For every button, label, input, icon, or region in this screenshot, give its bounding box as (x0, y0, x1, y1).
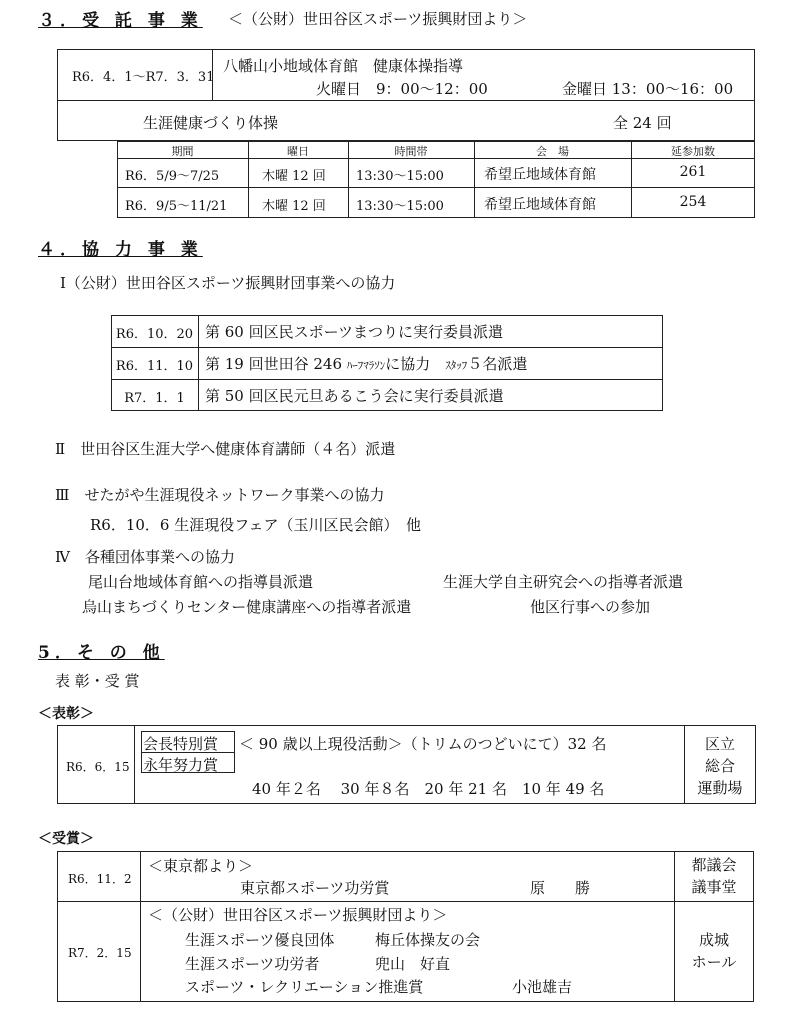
venue-line: 都議会 (691, 856, 737, 874)
coop-text-part: ﾊｰﾌﾏﾗｿﾝ (346, 359, 386, 372)
coop-text (205, 353, 527, 374)
awards-subtitle: 表 彰・受 賞 (55, 672, 140, 690)
award-venue (674, 929, 754, 973)
award-title: スポーツ・レクリエーション推進賞 (185, 978, 424, 996)
venue-line: 総合 (704, 757, 735, 775)
award-org: ＜東京都より＞ (148, 857, 254, 875)
table-cell: 希望丘地域体育館 (484, 167, 596, 183)
coop-text-part: 第 19 回世田谷 246 (205, 355, 347, 373)
consignment-period: R6．4．1～R7．3．31 (72, 70, 215, 85)
coop-item-1: Ⅰ（公財）世田谷区スポーツ振興財団事業への協力 (60, 274, 396, 292)
section3-heading: ３．受 託 事 業 (38, 11, 203, 31)
award-title: 生涯スポーツ優良団体 (185, 931, 335, 949)
table-cell: R6．5/9～7/25 (125, 169, 220, 184)
coop-date: R6．11．10 (115, 359, 194, 374)
section5-heading: 5．そ の 他 (38, 643, 165, 663)
table-cell: 13:30～15:00 (356, 199, 444, 214)
coop-item-4: Ⅳ 各種団体事業への協力 (55, 548, 235, 566)
award-venue (674, 854, 754, 898)
coop-item-4-detail: 他区行事への参加 (530, 598, 651, 616)
award-date: R6．11．2 (68, 872, 132, 886)
coop-text: 第 60 回区民スポーツまつりに実行委員派遣 (205, 323, 504, 341)
award-person: 原 勝 (530, 879, 591, 897)
award-person: 兜山 好直 (375, 955, 451, 973)
coop-item-4-detail: 尾山台地域体育館への指導員派遣 (88, 573, 314, 591)
coop-item-4-detail: 生涯大学自主研究会への指導者派遣 (443, 573, 684, 591)
coop-text: 第 50 回区民元旦あるこう会に実行委員派遣 (205, 387, 504, 405)
award-person: 梅丘体操友の会 (375, 931, 481, 949)
commendation-label: ＜表彰＞ (38, 706, 94, 722)
table-cell: 木曜 12 回 (262, 169, 326, 184)
table-cell: R6．9/5～11/21 (125, 199, 228, 214)
section3-subtitle: ＜（公財）世田谷区スポーツ振興財団より＞ (228, 10, 528, 28)
table-cell: 希望丘地域体育館 (484, 197, 596, 213)
award-longservice: 永年努力賞 (143, 756, 219, 774)
coop-item-3: Ⅲ せたがや生涯現役ネットワーク事業への協力 (55, 486, 385, 504)
table-cell: 木曜 12 回 (262, 199, 326, 214)
table-cell: 261 (679, 164, 707, 180)
award-person: 小池雄吉 (512, 978, 573, 996)
program-name: 生涯健康づくり体操 (143, 114, 279, 132)
table-header: 延参加数 (671, 145, 715, 158)
coop-text-part: ５名派遣 (467, 355, 528, 373)
award-org: ＜（公財）世田谷区スポーツ振興財団より＞ (148, 906, 448, 924)
coop-item-4-detail: 烏山まちづくりセンター健康講座への指導者派遣 (82, 598, 412, 616)
award-received-label: ＜受賞＞ (38, 831, 94, 847)
schedule-friday: 金曜日 13：00～16：00 (562, 80, 734, 98)
section4-heading: ４．協 力 事 業 (38, 240, 203, 260)
commendation-venue (684, 733, 756, 799)
commendation-date: R6．6．15 (66, 760, 130, 774)
commendation-years: 40 年２名 30 年８名 20 年 21 名 10 年 49 名 (252, 780, 605, 798)
coop-date: R7．1．1 (124, 391, 185, 406)
commendation-desc: ＜ 90 歳以上現役活動＞（トリムのつどいにて）32 名 (239, 735, 607, 753)
venue-line: 議事堂 (691, 878, 737, 896)
table-header: 曜日 (287, 145, 309, 158)
schedule-tuesday: 火曜日 9：00～12：00 (316, 80, 488, 98)
venue-line: 成城 (698, 931, 729, 949)
coop-item-3-detail: R6．10．6 生涯現役フェア（玉川区民会館） 他 (90, 516, 421, 534)
coop-item-2: Ⅱ 世田谷区生涯大学へ健康体育講師（４名）派遣 (55, 440, 396, 458)
table-header: 期間 (171, 145, 194, 158)
table-cell: 254 (679, 194, 707, 210)
table-header: 時間帯 (394, 145, 428, 158)
program-total: 全 24 回 (613, 114, 672, 132)
table-cell: 13:30～15:00 (356, 169, 444, 184)
venue-line: ホール (691, 953, 737, 971)
venue-line: 区立 (704, 735, 735, 753)
venue-line: 運動場 (697, 779, 743, 797)
award-title: 生涯スポーツ功労者 (185, 955, 320, 973)
award-special: 会長特別賞 (143, 735, 219, 753)
table-header: 会 場 (536, 145, 569, 158)
award-date: R7．2．15 (68, 946, 132, 960)
coop-date: R6．10．20 (115, 327, 194, 342)
coop-text-part: ｽﾀｯﾌ (445, 359, 468, 372)
coop-text-part: に協力 (385, 355, 446, 373)
consignment-title: 八幡山小地域体育館 健康体操指導 (223, 57, 464, 75)
award-title: 東京都スポーツ功労賞 (240, 879, 390, 897)
